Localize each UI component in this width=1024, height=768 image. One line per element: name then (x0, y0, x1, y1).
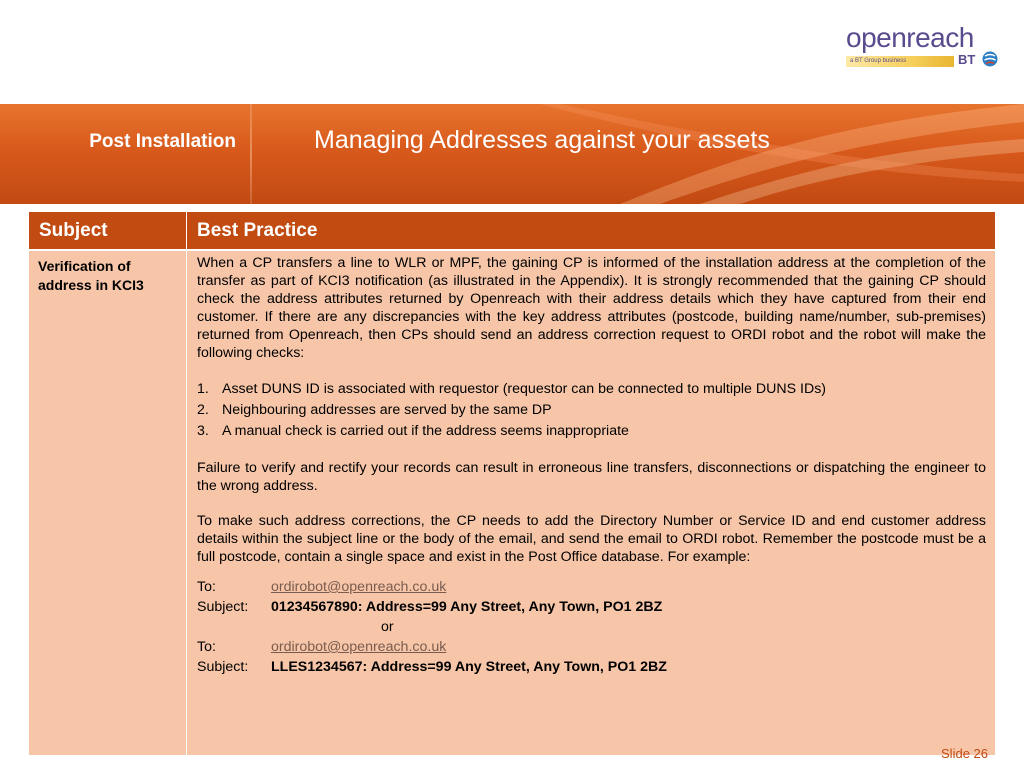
table-header (29, 212, 995, 249)
column-header-best-practice: Best Practice (197, 220, 318, 241)
subject-value: 01234567890: Address=99 Any Street, Any Town, PO1 2BZ (271, 599, 663, 615)
column-divider (186, 212, 187, 755)
email-link[interactable]: ordirobot@openreach.co.uk (271, 579, 447, 595)
page-title: Managing Addresses against your assets (314, 126, 770, 154)
checks-list (197, 379, 986, 442)
section-label: Post Installation (89, 131, 236, 152)
header-band (0, 104, 1024, 204)
subject-label: Subject: (197, 659, 249, 675)
subject-label: Subject: (197, 599, 249, 615)
logo-tagline: a BT Group business (850, 58, 907, 64)
example2-to-line (197, 637, 986, 657)
header-divider (250, 104, 252, 204)
subject-cell: Verification of address in KCI3 (38, 258, 144, 293)
example1-subject-line (197, 597, 986, 617)
failure-paragraph: Failure to verify and rectify your records can result in erroneous line transfers, disconnections or dispatching the engineer to the wrong address. (197, 460, 986, 494)
intro-paragraph: When a CP transfers a line to WLR or MPF, the gaining CP is informed of the installation address at the completion of the transfer as part of KCI3 notification (as illustrated in the Appendix). It is strongly recommended that the gaining CP should check the address attributes returned by Openreach with their address details which they have captured from their end customer. If there are any discrepancies with the key address attributes (postcode, building name/number, sub-premises) returned from Openreach, then CPs should send an address correction request to ORDI robot and the robot will make the following checks: (197, 255, 986, 361)
to-label: To: (197, 579, 216, 595)
list-item: 1. Asset DUNS ID is associated with requestor (requestor can be connected to multiple DUNS IDs) (197, 381, 827, 397)
best-practice-cell (197, 254, 986, 677)
row-divider (29, 249, 995, 251)
subject-value: LLES1234567: Address=99 Any Street, Any Town, PO1 2BZ (271, 659, 667, 675)
list-item: 2. Neighbouring addresses are served by the same DP (197, 402, 552, 418)
to-label: To: (197, 639, 216, 655)
best-practice-table (28, 211, 996, 756)
example2-subject-line (197, 657, 986, 677)
bt-logo-text: BT (958, 52, 976, 67)
email-link[interactable]: ordirobot@openreach.co.uk (271, 639, 447, 655)
list-item: 3. A manual check is carried out if the address seems inappropriate (197, 423, 629, 439)
openreach-logo (844, 22, 1004, 72)
column-header-subject: Subject (39, 220, 108, 241)
logo-wordmark: openreach (846, 22, 974, 53)
corrections-paragraph: To make such address corrections, the CP needs to add the Directory Number or Service ID and end customer address details within the subject line or the body of the email, and send the email to ORDI robot. Remember the postcode must be a full postcode, contain a single space and exist in the Post Office database. For example: (197, 513, 986, 565)
example1-to-line (197, 577, 986, 597)
or-separator: or (381, 619, 394, 635)
slide-number: Slide 26 (941, 746, 988, 761)
bt-globe-icon (982, 51, 998, 67)
